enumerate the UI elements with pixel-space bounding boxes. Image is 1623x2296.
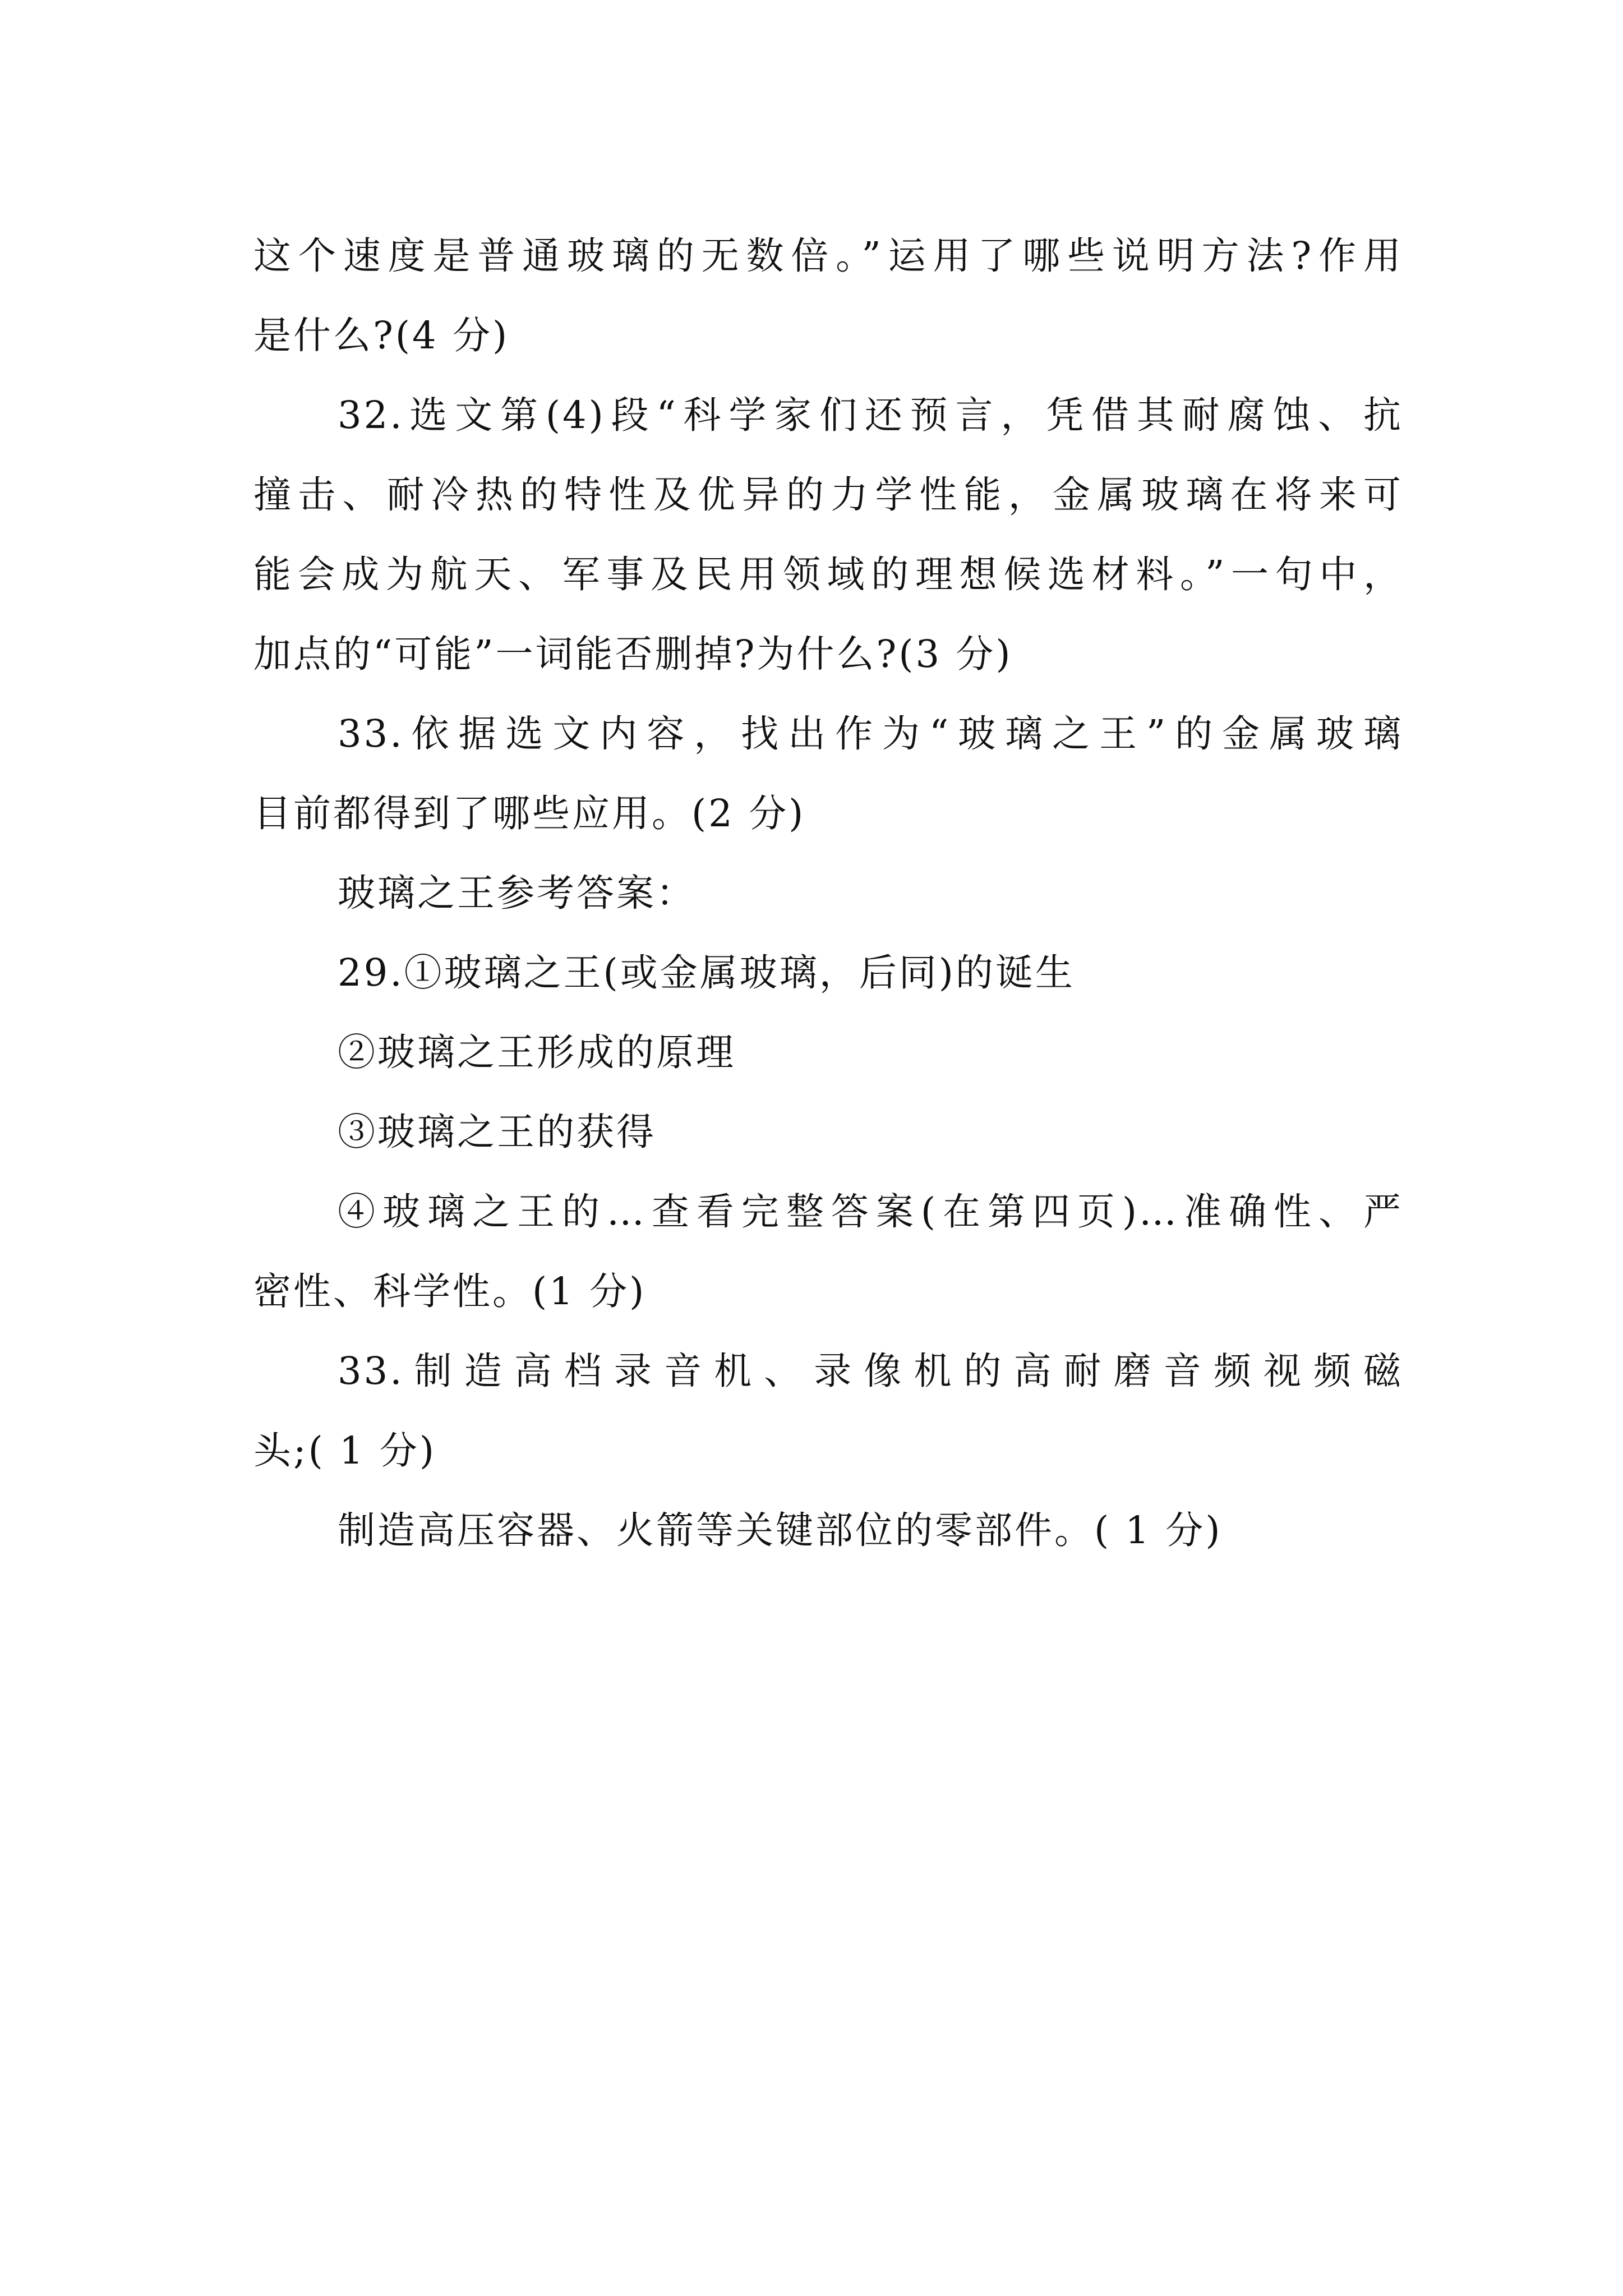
text-line: 目前都得到了哪些应用。(2 分) <box>253 792 806 835</box>
answer-item: ②玻璃之王形成的原理 <box>338 1030 736 1074</box>
document-body <box>253 216 1403 1570</box>
text-line: 加点的“可能”一词能否删掉?为什么?(3 分) <box>253 632 1013 676</box>
answer-heading: 玻璃之王参考答案： <box>338 871 696 915</box>
text-line: 这个速度是普通玻璃的无数倍。”运用了哪些说明方法?作用 <box>253 234 1403 278</box>
text-line: 头;( 1 分) <box>253 1429 437 1473</box>
question-33: 33.依据选文内容，找出作为“玻璃之王”的金属玻璃 <box>338 712 1403 756</box>
text-line: 制造高压容器、火箭等关键部位的零部件。( 1 分) <box>338 1508 1223 1552</box>
text-line: 能会成为航天、军事及民用领域的理想候选材料。”一句中， <box>253 553 1403 596</box>
text-line: 是什么?(4 分) <box>253 314 510 357</box>
answer-item: ④玻璃之王的…查看完整答案(在第四页)…准确性、严 <box>338 1190 1403 1234</box>
question-32: 32.选文第(4)段“科学家们还预言，凭借其耐腐蚀、抗 <box>338 393 1403 437</box>
answer-33: 33.制造高档录音机、录像机的高耐磨音频视频磁 <box>338 1349 1403 1393</box>
text-line: 撞击、耐冷热的特性及优异的力学性能，金属玻璃在将来可 <box>253 473 1403 517</box>
answer-29: 29.①玻璃之王(或金属玻璃，后同)的诞生 <box>338 951 1075 995</box>
answer-item: ③玻璃之王的获得 <box>338 1110 656 1154</box>
text-line: 密性、科学性。(1 分) <box>253 1269 647 1313</box>
